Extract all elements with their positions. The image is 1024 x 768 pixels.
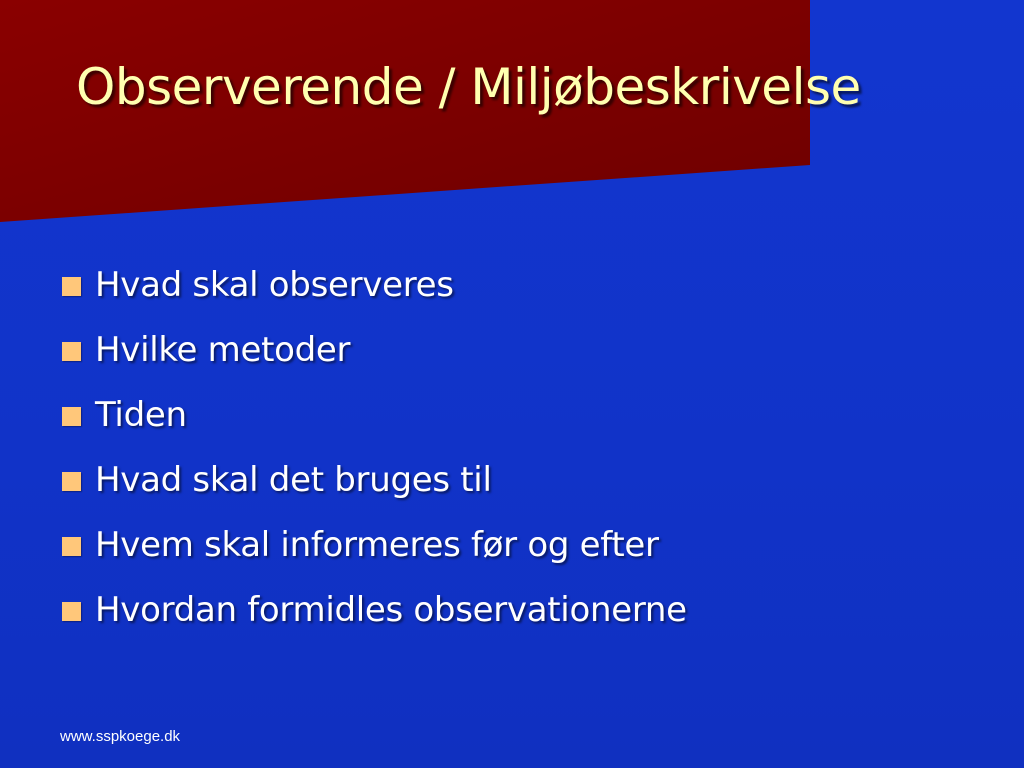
footer-url: www.sspkoege.dk: [60, 728, 181, 745]
bullet-text: Tiden: [95, 394, 187, 435]
square-bullet-icon: [62, 472, 81, 491]
square-bullet-icon: [62, 277, 81, 296]
bullet-text: Hvem skal informeres før og efter: [95, 524, 659, 565]
list-item: [62, 512, 687, 577]
bullet-text: Hvordan formidles observationerne: [95, 589, 687, 630]
list-item: [62, 252, 687, 317]
square-bullet-icon: [62, 407, 81, 426]
list-item: [62, 382, 687, 447]
bullet-list: [62, 252, 687, 642]
list-item: [62, 317, 687, 382]
bullet-text: Hvad skal det bruges til: [95, 459, 492, 500]
list-item: [62, 577, 687, 642]
square-bullet-icon: [62, 537, 81, 556]
bullet-text: Hvad skal observeres: [95, 264, 454, 305]
square-bullet-icon: [62, 342, 81, 361]
square-bullet-icon: [62, 602, 81, 621]
slide-title: Observerende / Miljøbeskrivelse: [76, 58, 861, 116]
list-item: [62, 447, 687, 512]
bullet-text: Hvilke metoder: [95, 329, 351, 370]
